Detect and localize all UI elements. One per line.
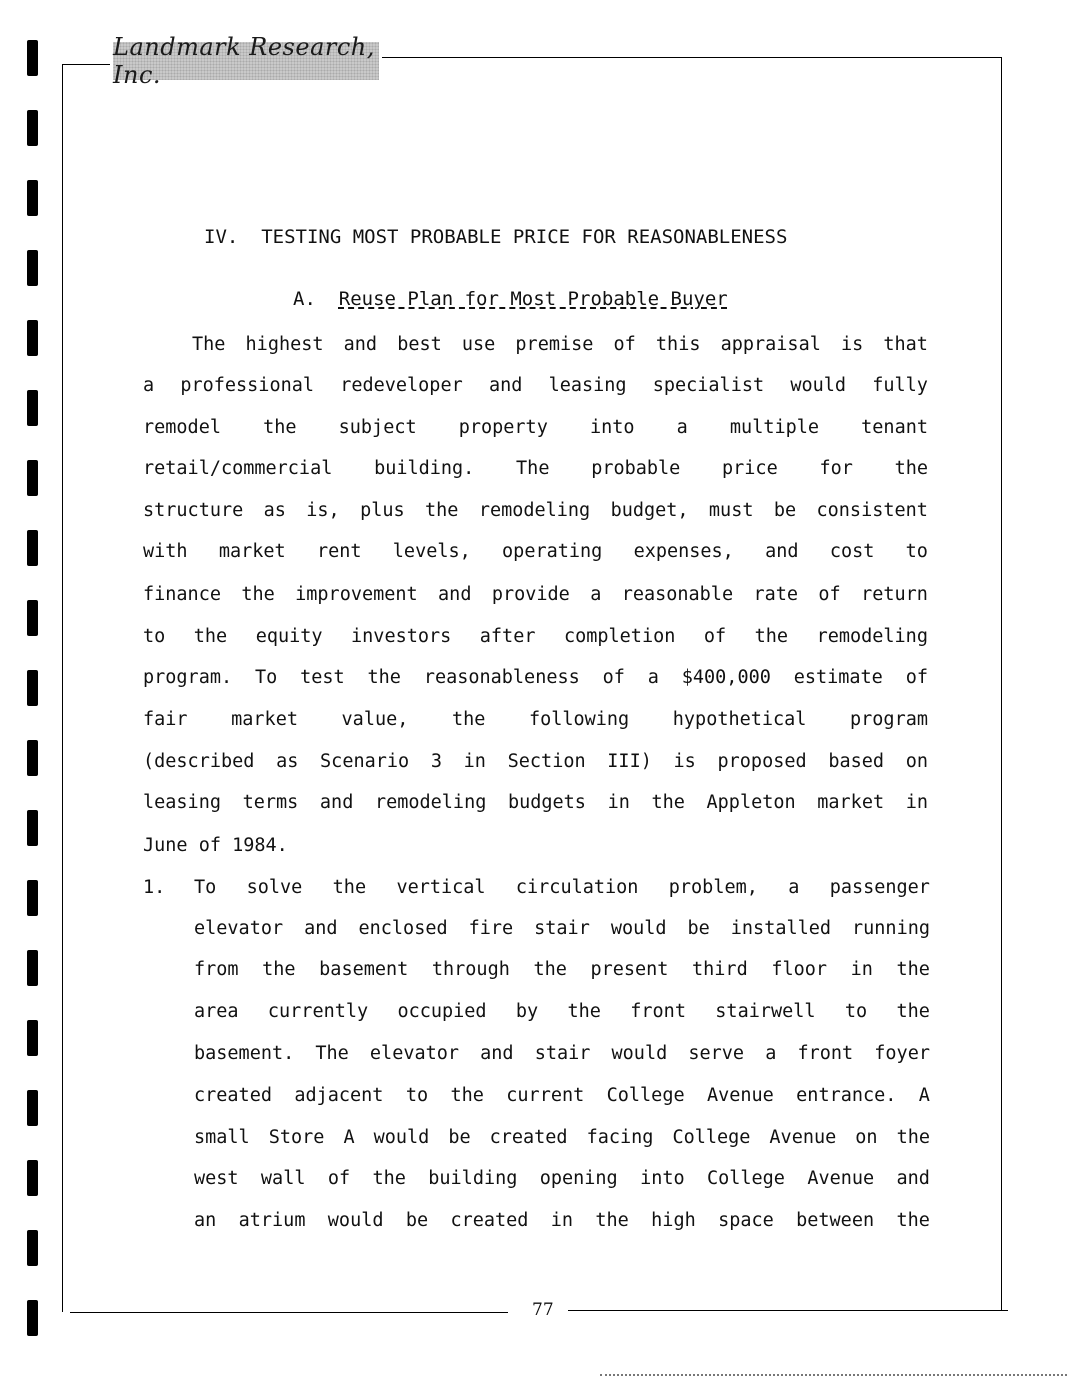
word: serve xyxy=(688,1043,745,1064)
word: through xyxy=(431,959,510,980)
word: stairwell xyxy=(715,1001,816,1022)
word: wall xyxy=(260,1168,306,1189)
word: a xyxy=(788,877,800,898)
frame-top-left-rule xyxy=(62,64,110,65)
word: created xyxy=(489,1127,568,1148)
word: the xyxy=(896,1001,930,1022)
word: to xyxy=(405,1085,429,1106)
word: be xyxy=(448,1127,471,1148)
word: a xyxy=(647,667,659,688)
word: to xyxy=(905,541,928,562)
word: facing xyxy=(586,1127,654,1148)
word: provide xyxy=(491,584,570,605)
word: vertical xyxy=(396,877,486,898)
word: A xyxy=(918,1085,930,1106)
word: operating xyxy=(502,541,603,562)
word: a xyxy=(590,584,602,605)
word: market xyxy=(218,541,286,562)
word: market xyxy=(231,709,298,730)
word: and xyxy=(343,334,378,355)
word: and xyxy=(480,1043,514,1064)
word: would xyxy=(373,1127,430,1148)
word: To xyxy=(194,877,217,898)
word: market xyxy=(817,792,885,813)
word: created xyxy=(194,1085,272,1106)
word: based xyxy=(828,751,885,772)
binder-hole xyxy=(27,250,38,286)
word: III) xyxy=(607,751,652,772)
section-title: TESTING MOST PROBABLE PRICE FOR REASONABLENESS xyxy=(261,226,788,248)
frame-left-rule xyxy=(62,64,63,1312)
word: west xyxy=(194,1168,239,1189)
word: by xyxy=(515,1001,539,1022)
word: building. xyxy=(374,458,475,479)
subsection-heading xyxy=(293,288,728,310)
word: and xyxy=(319,792,354,813)
word: The xyxy=(192,334,226,355)
list-item-line xyxy=(194,917,930,941)
word: price xyxy=(722,458,778,479)
word: return xyxy=(861,584,928,605)
word: a xyxy=(143,375,155,396)
word: into xyxy=(589,417,635,438)
paragraph-line xyxy=(143,750,928,774)
word: College xyxy=(606,1085,685,1106)
word: area xyxy=(194,1001,239,1022)
company-logo-text: Landmark Research, Inc. xyxy=(113,33,375,89)
word: foyer xyxy=(874,1043,930,1064)
binder-hole xyxy=(27,740,38,776)
word: budget, xyxy=(610,500,689,521)
word: expenses, xyxy=(633,541,734,562)
list-item-line xyxy=(194,876,930,900)
paragraph-line xyxy=(143,416,928,440)
word: investors xyxy=(351,626,452,647)
paragraph-line xyxy=(192,333,928,357)
binder-hole xyxy=(27,600,38,636)
word: would xyxy=(610,918,667,939)
binder-hole xyxy=(27,810,38,846)
word: from xyxy=(194,959,239,980)
word: plus xyxy=(360,500,405,521)
binder-hole xyxy=(27,40,38,76)
word: completion xyxy=(563,626,676,647)
word: running xyxy=(852,918,930,939)
word: the xyxy=(241,584,275,605)
word: rent xyxy=(316,541,362,562)
word: into xyxy=(640,1168,685,1189)
list-item-line xyxy=(194,1209,930,1233)
word: between xyxy=(796,1210,875,1231)
word: in xyxy=(850,959,873,980)
word: following xyxy=(528,709,630,730)
word: leasing xyxy=(143,792,221,813)
word: proposed xyxy=(717,751,807,772)
paragraph-line xyxy=(143,540,928,564)
word: budgets xyxy=(507,792,586,813)
word: occupied xyxy=(397,1001,487,1022)
word: value, xyxy=(341,709,409,730)
word: Section xyxy=(507,751,586,772)
word: be xyxy=(687,918,710,939)
binder-hole xyxy=(27,1300,38,1336)
word: in xyxy=(607,792,630,813)
word: in xyxy=(550,1210,574,1231)
word: the xyxy=(332,877,367,898)
word: elevator xyxy=(194,918,284,939)
word: finance xyxy=(143,584,221,605)
word: fire xyxy=(468,918,514,939)
word: must xyxy=(708,500,754,521)
word: entrance. xyxy=(796,1085,897,1106)
binder-hole xyxy=(27,180,38,216)
word: current xyxy=(506,1085,585,1106)
word: atrium xyxy=(238,1210,306,1231)
word: probable xyxy=(591,458,681,479)
word: passenger xyxy=(829,877,930,898)
word: the xyxy=(894,458,928,479)
word: cost xyxy=(829,541,875,562)
word: Store xyxy=(268,1127,325,1148)
paragraph-line xyxy=(143,374,928,398)
word: stair xyxy=(534,918,590,939)
word: problem, xyxy=(668,877,758,898)
paragraph-line xyxy=(143,791,928,815)
word: a xyxy=(765,1043,777,1064)
word: opening xyxy=(539,1168,618,1189)
word: program xyxy=(850,709,928,730)
word: of xyxy=(703,626,727,647)
word: floor xyxy=(771,959,828,980)
word: remodel xyxy=(143,417,221,438)
word: rate xyxy=(753,584,799,605)
frame-top-right-rule xyxy=(382,57,1002,58)
word: equity xyxy=(255,626,323,647)
word: basement. xyxy=(194,1043,295,1064)
word: the xyxy=(451,709,486,730)
word: a xyxy=(676,417,688,438)
word: terms xyxy=(242,792,299,813)
list-item-line xyxy=(194,1042,930,1066)
word: redeveloper xyxy=(340,375,463,396)
word: improvement xyxy=(295,584,418,605)
word: highest xyxy=(245,334,324,355)
page-number: 77 xyxy=(532,1300,554,1320)
paragraph-line xyxy=(143,499,928,523)
word: Avenue xyxy=(769,1127,837,1148)
word: third xyxy=(692,959,748,980)
word: test xyxy=(300,667,345,688)
word: remodeling xyxy=(816,626,928,647)
word: and xyxy=(488,375,523,396)
word: use xyxy=(461,334,496,355)
list-item-line xyxy=(194,1167,930,1191)
word: to xyxy=(143,626,166,647)
word: Avenue xyxy=(706,1085,774,1106)
binder-hole xyxy=(27,1230,38,1266)
binder-hole xyxy=(27,1020,38,1056)
word: of xyxy=(905,667,928,688)
word: on xyxy=(905,751,928,772)
word: retail/commercial xyxy=(143,458,333,479)
word: The xyxy=(315,1043,349,1064)
word: currently xyxy=(267,1001,369,1022)
word: A xyxy=(343,1127,355,1148)
word: this xyxy=(655,334,701,355)
word: after xyxy=(479,626,536,647)
word: be xyxy=(405,1210,429,1231)
word: specialist xyxy=(652,375,765,396)
list-item-line xyxy=(194,958,930,982)
word: the xyxy=(754,626,789,647)
word: $400,000 xyxy=(681,667,771,688)
word: leasing xyxy=(548,375,627,396)
word: hypothetical xyxy=(672,709,807,730)
word: of xyxy=(818,584,841,605)
word: Appleton xyxy=(706,792,796,813)
scan-edge xyxy=(600,1374,1067,1376)
frame-bottom-left-rule xyxy=(70,1312,508,1313)
word: the xyxy=(651,792,685,813)
word: The xyxy=(516,458,550,479)
word: reasonable xyxy=(621,584,734,605)
word: space xyxy=(718,1210,774,1231)
word: would xyxy=(611,1043,668,1064)
binder-hole xyxy=(27,390,38,426)
word: reasonableness xyxy=(423,667,580,688)
binder-hole xyxy=(27,110,38,146)
word: Scenario xyxy=(320,751,410,772)
word: and xyxy=(304,918,338,939)
section-heading xyxy=(204,226,787,248)
paragraph-line xyxy=(143,583,928,607)
binder-hole xyxy=(27,460,38,496)
list-item-line xyxy=(194,1126,930,1150)
word: the xyxy=(425,500,459,521)
word: the xyxy=(193,626,228,647)
word: for xyxy=(819,458,853,479)
word: multiple xyxy=(729,417,820,438)
word: and xyxy=(765,541,799,562)
word: is xyxy=(840,334,864,355)
word: the xyxy=(567,1001,601,1022)
word: basement xyxy=(319,959,409,980)
word: the xyxy=(533,959,567,980)
word: (described xyxy=(143,751,255,772)
word: professional xyxy=(180,375,314,396)
word: the xyxy=(896,1127,930,1148)
word: of xyxy=(613,334,636,355)
word: 3 xyxy=(430,751,442,772)
word: high xyxy=(651,1210,696,1231)
paragraph-line xyxy=(143,457,928,481)
word: Avenue xyxy=(807,1168,875,1189)
word: best xyxy=(397,334,442,355)
word: remodeling xyxy=(374,792,487,813)
subsection-letter: A. xyxy=(293,288,316,310)
binder-hole xyxy=(27,1090,38,1126)
frame-right-rule xyxy=(1001,57,1002,1310)
word: that xyxy=(883,334,928,355)
word: on xyxy=(855,1127,878,1148)
paragraph-line xyxy=(143,708,928,732)
word: levels, xyxy=(392,541,471,562)
word: front xyxy=(797,1043,854,1064)
word: in xyxy=(463,751,486,772)
section-number: IV. xyxy=(204,226,239,248)
word: the xyxy=(262,959,296,980)
word: remodeling xyxy=(478,500,591,521)
word: circulation xyxy=(515,877,639,898)
word: is xyxy=(673,751,696,772)
word: the xyxy=(595,1210,629,1231)
word: be xyxy=(773,500,797,521)
subsection-title: Reuse Plan for Most Probable Buyer xyxy=(338,288,728,310)
word: subject xyxy=(338,417,417,438)
word: present xyxy=(590,959,669,980)
word: front xyxy=(630,1001,686,1022)
word: fully xyxy=(872,375,928,396)
word: fair xyxy=(143,709,188,730)
word: program. xyxy=(143,667,233,688)
word: stair xyxy=(534,1043,591,1064)
word: the xyxy=(896,959,930,980)
word: tenant xyxy=(861,417,928,438)
paragraph-line xyxy=(143,625,928,649)
word: an xyxy=(194,1210,217,1231)
word: structure xyxy=(143,500,244,521)
paragraph-line: June of 1984. xyxy=(143,835,288,856)
word: elevator xyxy=(369,1043,460,1064)
word: the xyxy=(372,1168,406,1189)
word: consistent xyxy=(816,500,928,521)
word: is, xyxy=(306,500,340,521)
word: as xyxy=(263,500,286,521)
word: to xyxy=(844,1001,868,1022)
list-item-line xyxy=(194,1084,930,1108)
word: in xyxy=(905,792,928,813)
word: small xyxy=(194,1127,250,1148)
binder-hole xyxy=(27,950,38,986)
word: of xyxy=(602,667,625,688)
word: installed xyxy=(730,918,832,939)
company-logo xyxy=(113,33,379,89)
word: appraisal xyxy=(720,334,821,355)
word: To xyxy=(254,667,278,688)
word: adjacent xyxy=(294,1085,384,1106)
word: College xyxy=(706,1168,785,1189)
word: as xyxy=(276,751,299,772)
word: building xyxy=(428,1168,518,1189)
binder-hole xyxy=(27,530,38,566)
paragraph-line xyxy=(143,666,928,690)
binder-hole xyxy=(27,320,38,356)
frame-bottom-right-rule xyxy=(568,1310,1008,1311)
word: would xyxy=(327,1210,384,1231)
word: property xyxy=(458,417,548,438)
word: the xyxy=(367,667,401,688)
binder-hole xyxy=(27,670,38,706)
word: premise xyxy=(515,334,594,355)
word: created xyxy=(450,1210,529,1231)
word: and xyxy=(438,584,472,605)
word: the xyxy=(896,1210,930,1231)
word: estimate xyxy=(793,667,883,688)
word: solve xyxy=(246,877,303,898)
word: enclosed xyxy=(358,918,448,939)
list-item-line xyxy=(194,1000,930,1024)
binder-hole xyxy=(27,1160,38,1196)
binder-hole xyxy=(27,880,38,916)
word: with xyxy=(143,541,188,562)
word: the xyxy=(263,417,297,438)
word: the xyxy=(450,1085,484,1106)
word: and xyxy=(896,1168,930,1189)
word: College xyxy=(672,1127,751,1148)
list-item-marker: 1. xyxy=(143,877,166,898)
word: of xyxy=(327,1168,351,1189)
word: would xyxy=(790,375,847,396)
